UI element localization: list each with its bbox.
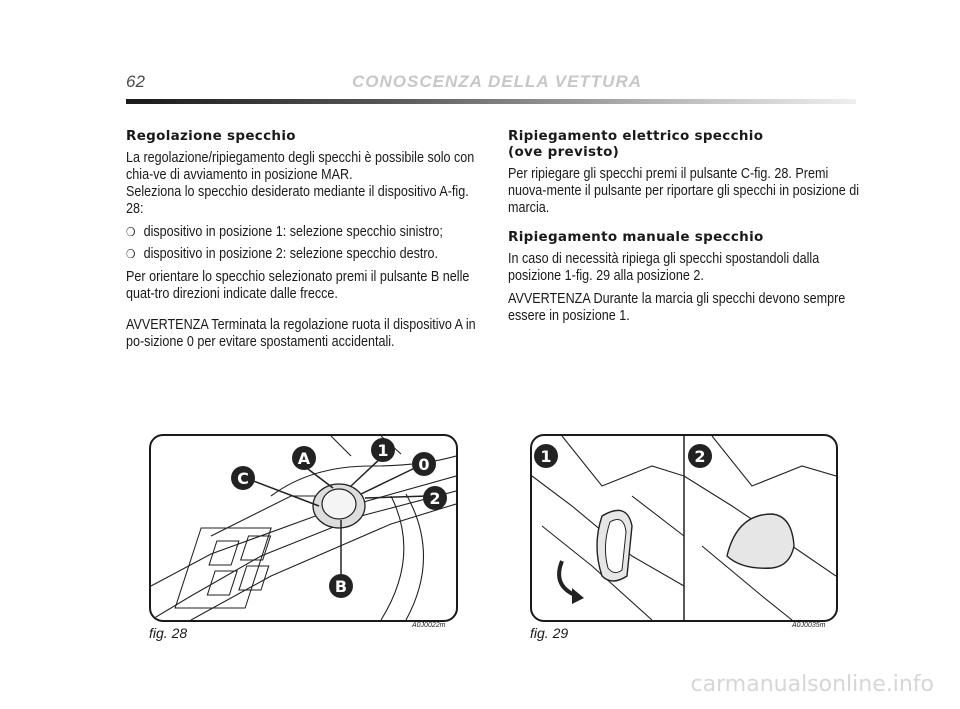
figure-29-caption: fig. 29 bbox=[530, 625, 569, 641]
heading-line-1: Ripiegamento elettrico specchio bbox=[508, 128, 764, 144]
label-1: 1 bbox=[377, 441, 389, 460]
mirror-control-illustration bbox=[151, 436, 456, 620]
right-column bbox=[508, 128, 860, 331]
heading-line-2: (ove previsto) bbox=[508, 144, 620, 160]
left-column bbox=[126, 128, 478, 357]
label-0: 0 bbox=[418, 455, 430, 474]
list-item bbox=[126, 246, 478, 263]
figure-28-caption: fig. 28 bbox=[149, 625, 188, 641]
figure-29-code: A0J0035m bbox=[792, 622, 826, 629]
label-2: 2 bbox=[429, 489, 441, 508]
bullet-circle-icon: ❍ bbox=[126, 247, 136, 261]
paragraph-select: Seleziona lo specchio desiderato mediante il dispositivo A-fig. 28: bbox=[126, 184, 469, 217]
label-1: 1 bbox=[540, 447, 552, 466]
section-heading-manual-folding: Ripiegamento manuale specchio bbox=[508, 229, 764, 245]
paragraph-warning-right: AVVERTENZA Durante la marcia gli specchi devono sempre essere in posizione 1. bbox=[508, 291, 846, 324]
label-c: C bbox=[237, 469, 249, 488]
list-item bbox=[126, 224, 478, 241]
list-item-text: dispositivo in posizione 1: selezione specchio sinistro; bbox=[143, 224, 443, 240]
paragraph-warning: AVVERTENZA Terminata la regolazione ruota il dispositivo A in po-sizione 0 per evitare spostamenti accidentali. bbox=[126, 317, 476, 350]
section-heading-mirror-adjustment: Regolazione specchio bbox=[126, 128, 296, 144]
bullet-list bbox=[126, 224, 478, 263]
figure-28-mirror-control bbox=[149, 434, 458, 622]
header-rule bbox=[126, 99, 856, 104]
label-2: 2 bbox=[694, 447, 706, 466]
page-number: 62 bbox=[126, 72, 145, 91]
paragraph-orient: Per orientare lo specchio selezionato premi il pulsante B nelle quat-tro direzioni indicate dalle frecce. bbox=[126, 269, 470, 302]
paragraph-intro: La regolazione/ripiegamento degli specchi è possibile solo con chia-ve di avviamento in posizione MAR. bbox=[126, 150, 475, 183]
paragraph-manual: In caso di necessità ripiega gli specchi spostandoli dalla posizione 1-fig. 29 alla posizione 2. bbox=[508, 251, 820, 284]
watermark: carmanualsonline.info bbox=[690, 672, 934, 697]
figure-29-mirror-folding bbox=[530, 434, 838, 622]
figure-28-code: A0J0022m bbox=[412, 622, 446, 629]
label-a: A bbox=[297, 449, 311, 468]
bullet-circle-icon: ❍ bbox=[126, 225, 136, 239]
running-title: CONOSCENZA DELLA VETTURA bbox=[352, 72, 643, 91]
mirror-folding-illustration bbox=[532, 436, 836, 620]
section-heading-electric-folding bbox=[508, 128, 860, 160]
label-b: B bbox=[334, 577, 348, 596]
paragraph-electric: Per ripiegare gli specchi premi il pulsante C-fig. 28. Premi nuova-mente il pulsante per riportare gli specchi in posizione di marcia. bbox=[508, 166, 860, 216]
list-item-text: dispositivo in posizione 2: selezione specchio destro. bbox=[143, 246, 439, 262]
